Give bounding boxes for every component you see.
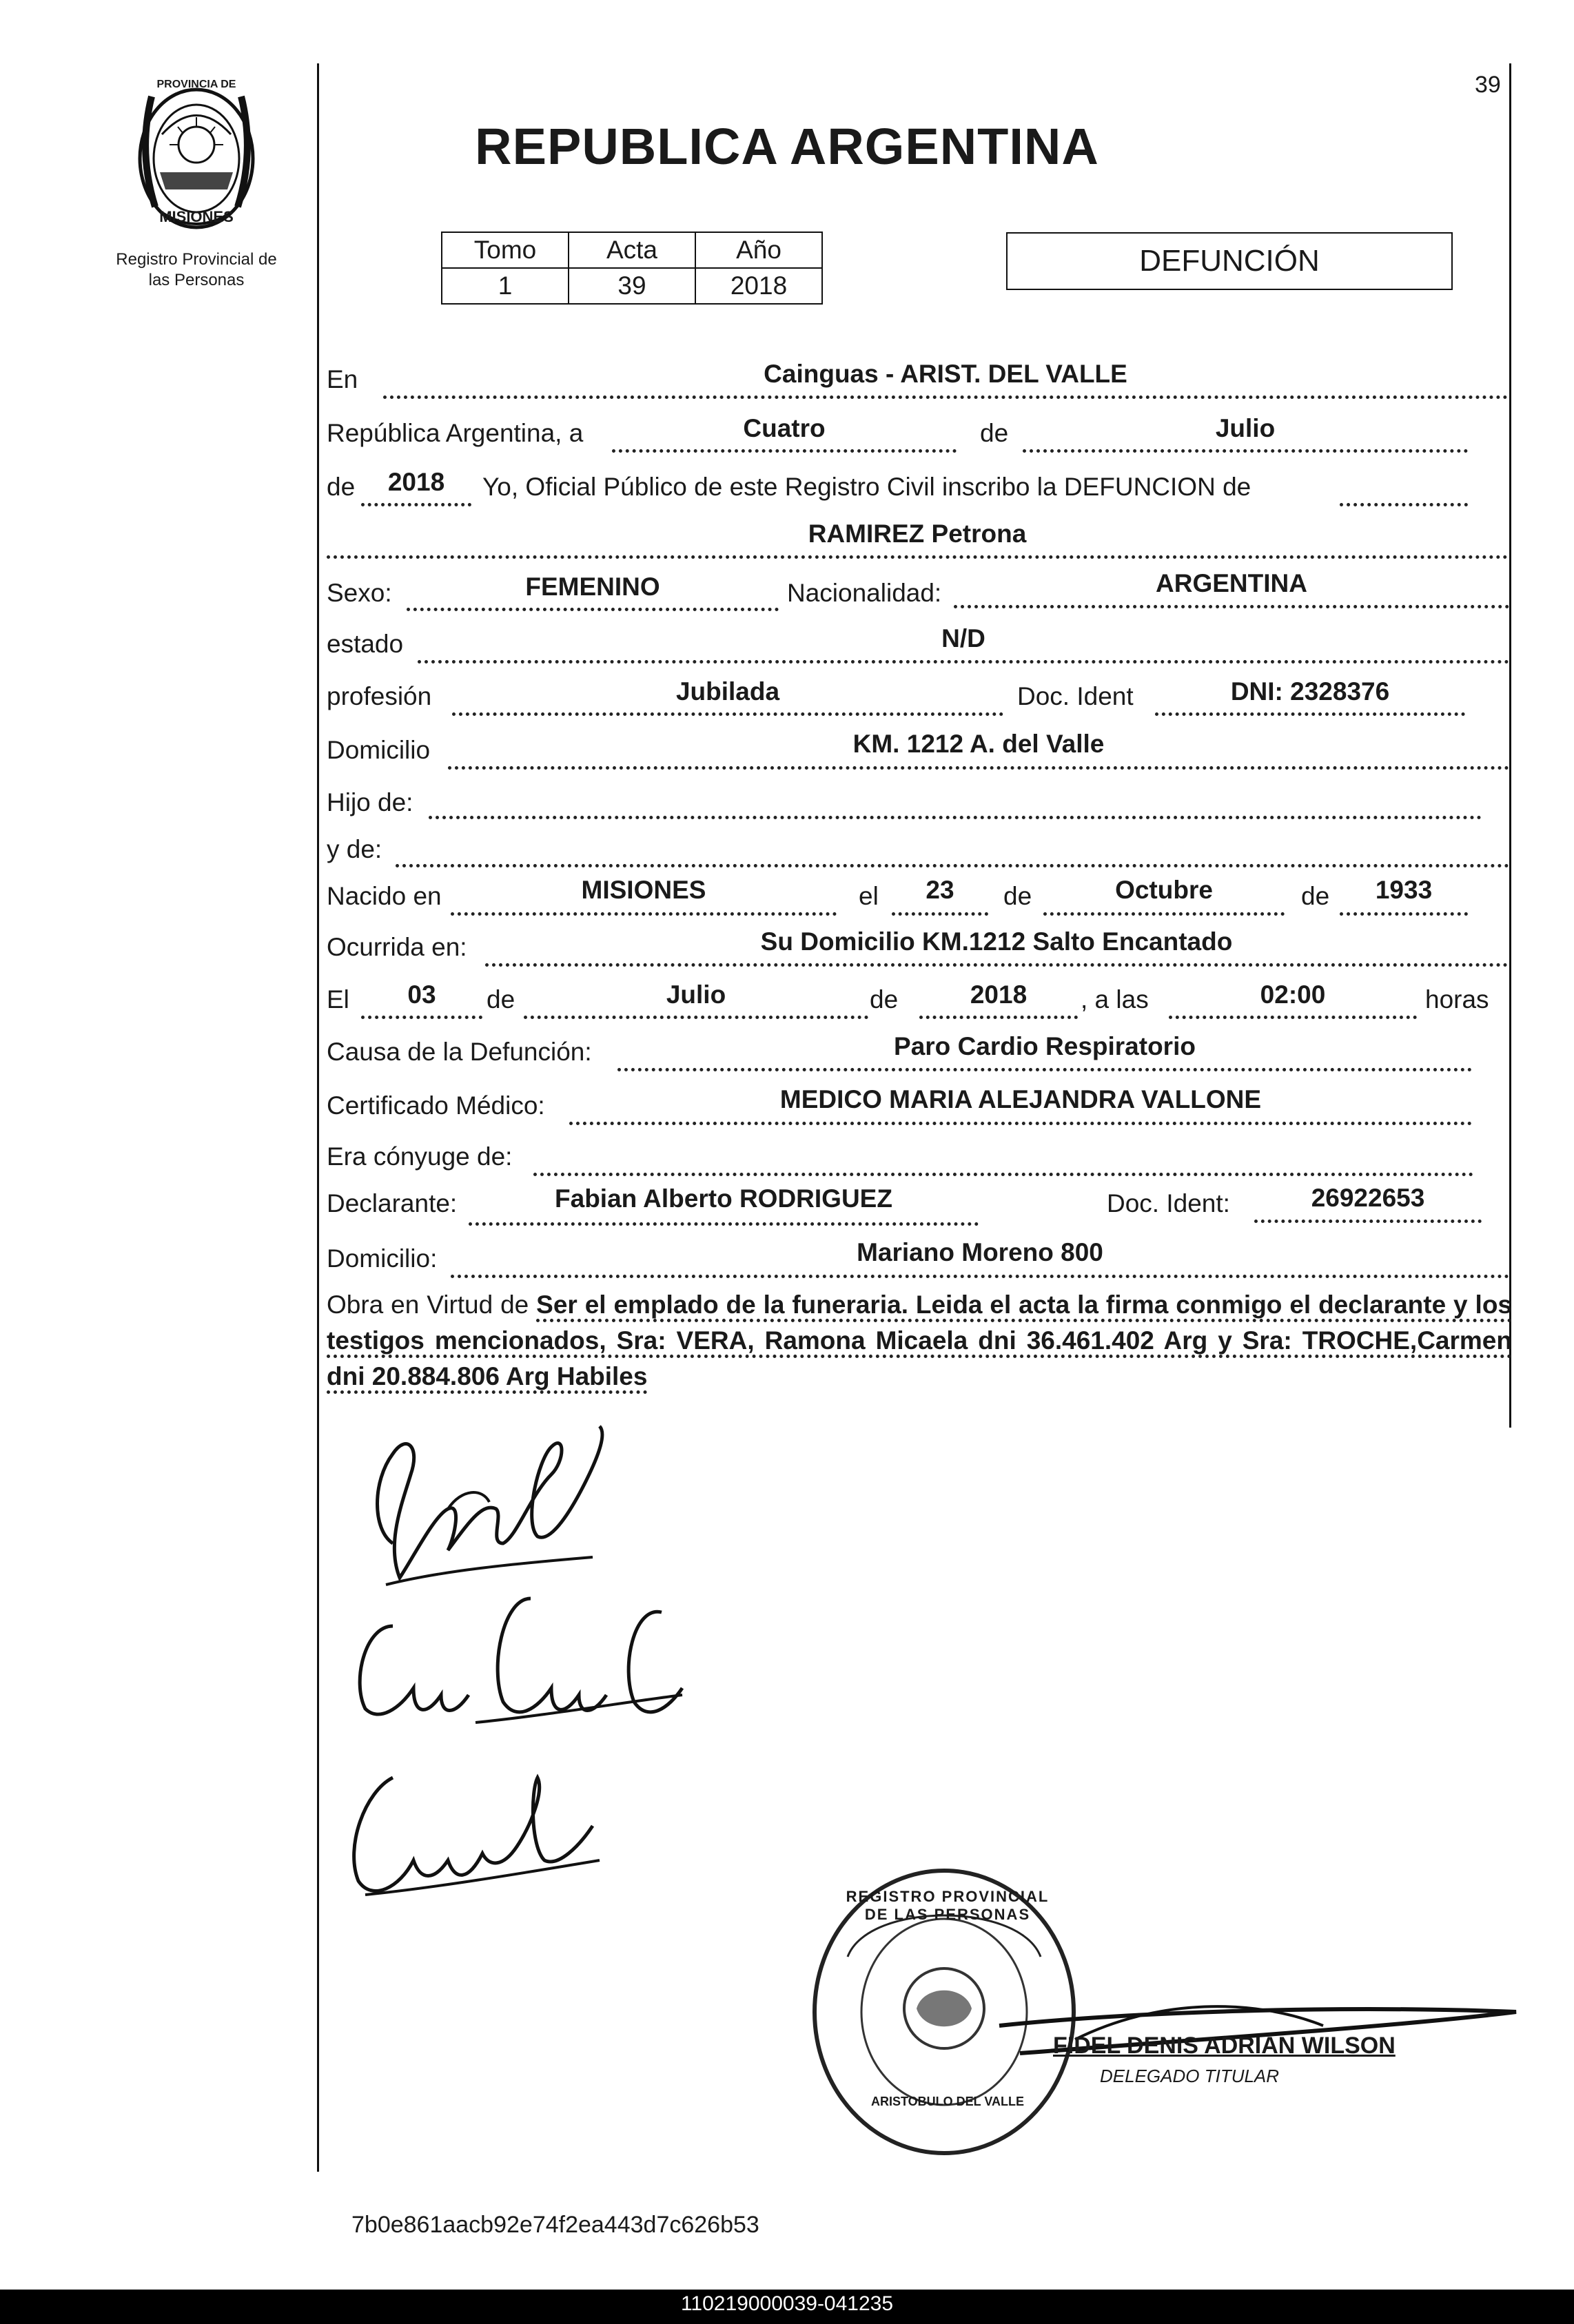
dotted-line [429,816,1482,819]
header-tomo: Tomo [442,232,569,268]
dotted-line [361,1016,482,1019]
page-number: 39 [1475,72,1501,98]
field-dia-letras: Cuatro [743,414,826,442]
label-republica: República Argentina, a [327,419,584,447]
footer-code: 110219000039-041235 [680,2292,894,2315]
label-y-de: y de: [327,835,382,863]
dotted-line [569,1122,1472,1125]
registro-header-row [442,232,822,268]
label-doc-ident: Doc. Ident [1017,682,1134,710]
right-margin-rule [1509,63,1511,1428]
dotted-line [1169,1016,1417,1019]
field-obra-texto: Ser el emplado de la funeraria. Leida el acta la firma conmigo el declarante y los testigos mencionados, Sra: VERA, Ramona Micaela dni 36.461.402 Arg y Sra: TROCHE,Carmen dni 20.884.806 Arg Habiles [327,1290,1512,1394]
field-def-mes: Julio [666,980,726,1009]
dotted-line [612,449,957,453]
value-tomo: 1 [442,268,569,304]
seal-inner-text: ARISTOBULO DEL VALLE [870,2095,1024,2108]
field-profesion: Jubilada [675,677,780,706]
label-estado: estado [327,630,404,658]
field-anio: 2018 [387,468,445,496]
left-margin-rule [317,63,319,2172]
label-domicilio-declarante: Domicilio: [327,1244,438,1273]
field-nac-dia: 23 [926,876,954,904]
dotted-line [892,912,988,916]
field-ocurrida-en: Su Domicilio KM.1212 Salto Encantado [760,927,1233,956]
label-en: En [327,365,358,393]
signature-1 [345,1406,634,1612]
registro-value-row [442,268,822,304]
field-nacionalidad: ARGENTINA [1156,569,1307,597]
stamp-official-title: DELEGADO TITULAR [1100,2066,1280,2086]
label-hijo-de: Hijo de: [327,788,413,816]
seal-ring-text: REGISTRO PROVINCIAL DE LAS PERSONAS [846,1888,1050,1923]
signature-2 [338,1585,696,1743]
header-anio: Año [695,232,822,268]
field-mes: Julio [1215,414,1276,442]
dotted-line [919,1016,1078,1019]
label-certificado: Certificado Médico: [327,1091,545,1120]
dotted-line [1254,1220,1482,1223]
label-de-anio: de [327,473,356,501]
label-nacido-en: Nacido en [327,882,442,910]
dotted-line [407,608,779,611]
dotted-line [383,395,1508,399]
dotted-line [1023,449,1468,453]
dotted-line [1155,712,1465,716]
dotted-line [1043,912,1285,916]
dotted-line [361,503,471,506]
logo-caption-line-2: las Personas [148,271,245,289]
label-declarante: Declarante: [327,1189,458,1217]
logo-caption-line-1: Registro Provincial de [116,250,277,269]
label-de-dia: de [1003,882,1032,910]
label-el: el [859,882,879,910]
signature-3 [338,1750,613,1915]
label-horas: horas [1425,985,1489,1014]
dotted-line [1340,912,1468,916]
field-doc: DNI: 2328376 [1230,677,1390,706]
value-anio: 2018 [695,268,822,304]
label-de: de [980,419,1009,447]
dotted-line [418,660,1509,664]
dotted-line [533,1173,1473,1176]
label-conyuge: Era cónyuge de: [327,1142,513,1171]
dotted-line [451,1275,1509,1278]
dotted-line [327,555,1508,559]
label-sexo: Sexo: [327,579,392,607]
label-de-a: de [487,985,515,1014]
label-domicilio: Domicilio [327,736,431,764]
seal-bottom-text: MISIONES [159,208,234,225]
dotted-line [448,766,1509,770]
field-declarante: Fabian Alberto RODRIGUEZ [555,1184,892,1213]
field-def-dia: 03 [407,980,436,1009]
document-hash: 7b0e861aacb92e74f2ea443d7c626b53 [351,2212,759,2238]
label-doc-ident-declarante: Doc. Ident: [1107,1189,1230,1217]
dotted-line [617,1068,1472,1071]
label-causa: Causa de la Defunción: [327,1038,592,1066]
label-ocurrida-en: Ocurrida en: [327,933,467,961]
label-de-b: de [870,985,899,1014]
label-yo-oficial: Yo, Oficial Público de este Registro Civil inscribo la DEFUNCION de [482,473,1251,501]
obra-en-virtud-paragraph [327,1287,1512,1395]
seal-top-text: PROVINCIA DE [156,79,236,90]
field-certificado: MEDICO MARIA ALEJANDRA VALLONE [779,1085,1262,1113]
field-domicilio: KM. 1212 A. del Valle [852,730,1105,758]
label-a-las: , a las [1081,985,1149,1014]
field-declarante-doc: 26922653 [1311,1184,1425,1212]
field-def-hora: 02:00 [1260,980,1326,1009]
logo-caption [83,249,310,291]
field-causa: Paro Cardio Respiratorio [894,1032,1196,1060]
field-fallecido: RAMIREZ Petrona [808,520,1027,548]
label-nacionalidad: Nacionalidad: [787,579,942,607]
field-estado: N/D [941,624,985,652]
tipo-acta-box: DEFUNCIÓN [1006,232,1453,290]
dotted-line [396,864,1509,867]
dotted-line [469,1222,979,1226]
dotted-line [1340,503,1468,506]
label-de-mes: de [1301,882,1330,910]
field-def-anio: 2018 [970,980,1028,1009]
field-sexo: FEMENINO [525,573,660,601]
value-acta: 39 [569,268,695,304]
document-title: REPUBLICA ARGENTINA [475,118,1099,175]
registro-table [441,232,823,305]
dotted-line [451,912,837,916]
dotted-line [954,605,1509,608]
label-obra-en-virtud: Obra en Virtud de [327,1290,529,1319]
dotted-line [485,963,1508,967]
field-lugar: Cainguas - ARIST. DEL VALLE [764,360,1127,388]
dotted-line [452,712,1003,716]
field-nacido-en: MISIONES [581,876,706,904]
field-nac-mes: Octubre [1115,876,1213,904]
field-nac-anio: 1933 [1375,876,1433,904]
field-declarante-domicilio: Mariano Moreno 800 [857,1238,1103,1266]
header-acta: Acta [569,232,695,268]
label-el-cap: El [327,985,349,1014]
dotted-line [524,1016,868,1019]
label-profesion: profesión [327,682,432,710]
stamp-official-name: FIDEL DENIS ADRIAN WILSON [1053,2033,1396,2059]
